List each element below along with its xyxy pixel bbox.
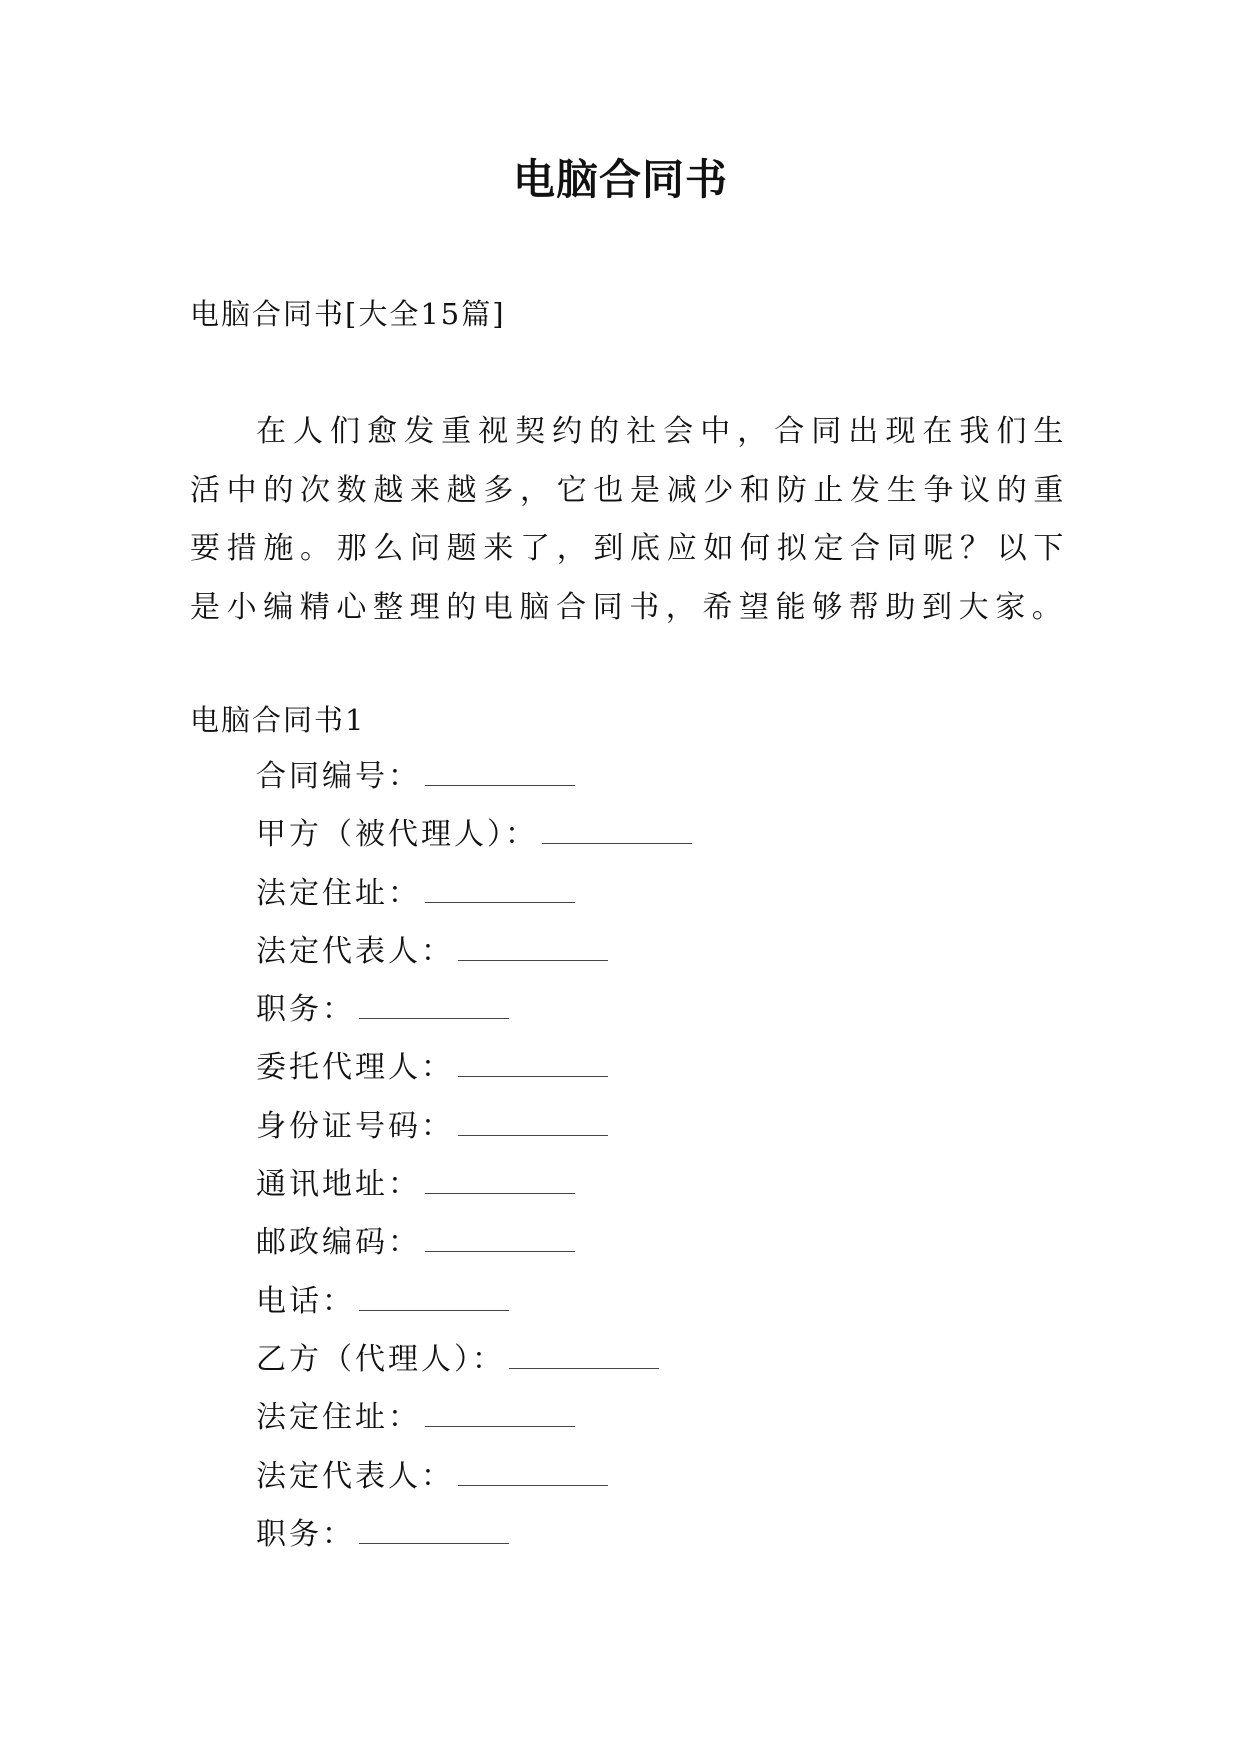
field-party-a [256,813,692,871]
blank-line [458,934,608,961]
field-party-b-position [256,1513,692,1571]
field-label: 法定代表人： [256,1458,454,1494]
field-authorized-agent [256,1046,692,1104]
contract-field-list [256,755,692,1571]
field-label: 身份证号码： [256,1108,454,1144]
field-label: 委托代理人： [256,1050,454,1086]
field-contract-number [256,755,692,813]
blank-line [458,1459,608,1486]
field-postal-code [256,1221,692,1279]
field-phone [256,1280,692,1338]
field-id-number [256,1105,692,1163]
blank-line [425,876,575,903]
field-party-b-address [256,1396,692,1454]
field-label: 通讯地址： [256,1167,421,1203]
document-subtitle: 电脑合同书[大全15篇] [190,297,506,331]
document-title: 电脑合同书 [512,155,728,204]
intro-paragraph: 在人们愈发重视契约的社会中，合同出现在我们生活中的次数越来越多，它也是减少和防止发生争议的重要措施。那么问题来了，到底应如何拟定合同呢？以下是小编精心整理的电脑合同书，希望能够帮助到大家。 [190,414,1070,625]
field-label: 职务： [256,992,355,1028]
field-label: 法定代表人： [256,933,454,969]
blank-line [359,992,509,1019]
field-mailing-address [256,1163,692,1221]
field-label: 甲方（被代理人）： [256,817,538,853]
field-label: 职务： [256,1516,355,1552]
field-label: 法定住址： [256,875,421,911]
field-label: 合同编号： [256,759,421,794]
field-party-a-address [256,872,692,930]
field-label: 法定住址： [256,1400,421,1436]
field-party-a-legal-rep [256,930,692,988]
blank-line [458,1109,608,1136]
blank-line [425,1167,575,1194]
blank-line [359,1284,509,1311]
blank-line [542,817,692,844]
field-party-b [256,1338,692,1396]
field-label: 乙方（代理人）： [256,1341,505,1377]
blank-line [359,1517,509,1544]
blank-line [425,759,575,786]
field-label: 邮政编码： [256,1225,421,1261]
section-heading: 电脑合同书1 [190,703,366,737]
field-party-b-legal-rep [256,1455,692,1513]
field-label: 电话： [256,1283,355,1319]
blank-line [509,1342,659,1369]
blank-line [425,1225,575,1252]
blank-line [458,1050,608,1077]
blank-line [425,1400,575,1427]
field-party-a-position [256,988,692,1046]
